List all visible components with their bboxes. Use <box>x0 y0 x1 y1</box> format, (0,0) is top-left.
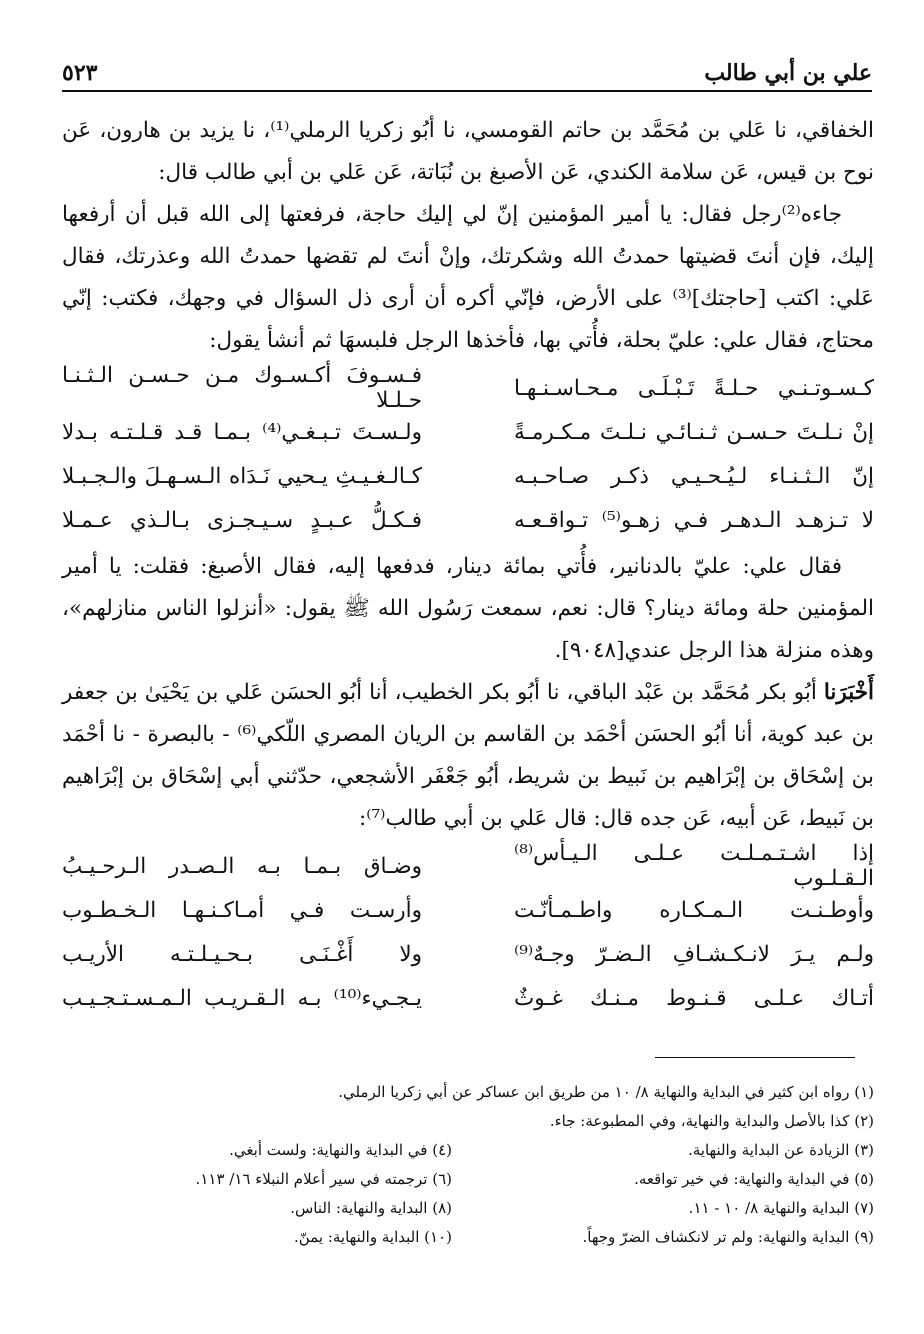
verse-second-hemistich: فـكـلُّ عـبـدٍ سـيـجـزى بـالـذي عـمـلا <box>62 507 422 533</box>
verse-line <box>62 932 874 976</box>
footnote-6: (٦) ترجمته في سير أعلام النبلاء ١٦/ ١١٣. <box>195 1170 452 1188</box>
poem-first <box>62 363 874 542</box>
poem-second <box>62 841 874 1020</box>
footnote-3: (٣) الزيادة عن البداية والنهاية. <box>687 1141 874 1159</box>
verse-second-hemistich: كـالـغـيـثِ يـحيي نَـدَاه الـسـهـلَ والـجـبـلا <box>62 463 422 489</box>
footnote-10: (١٠) البداية والنهاية: يمنّ. <box>294 1228 452 1246</box>
footnote-1: (١) رواه ابن كثير في البداية والنهاية ٨/ ١٠ من طريق ابن عساكر عن أبي زكريا الرملي. <box>338 1083 874 1101</box>
verse-first-hemistich: أتـاك عـلـى قـنـوط مـنـك غـوثٌ <box>514 985 874 1011</box>
verse-second-hemistich: ولـسـتَ تـبـغـي⁽⁴⁾ بـمـا قـد قـلـتـه بـدلا <box>62 419 422 445</box>
page-header <box>62 52 872 92</box>
footnote-separator <box>655 1057 855 1058</box>
running-title: علي بن أبي طالب <box>704 60 872 86</box>
paragraph-isnad: الخفاقي، نا عَلي بن مُحَمَّد بن حاتم القومسي، نا أبُو زكريا الرملي⁽¹⁾، نا يزيد بن هارون، عَن نوح بن قيس، عَن سلامة الكندي، عَن الأصبغ بن نُبَاتة، عَن عَلي بن أبي طالب قال: <box>62 118 874 185</box>
verse-second-hemistich: وضـاق بـمـا بـه الـصـدر الـرحـيـبُ <box>62 853 422 879</box>
verse-first-hemistich: لا تـزهـد الـدهـر فـي زهـو⁽⁵⁾ تـواقـعـه <box>514 507 874 533</box>
footnote-9: (٩) البداية والنهاية: ولم تر لانكشاف الضرّ وجهاً. <box>582 1228 874 1246</box>
verse-first-hemistich: إنّ الـثـنـاء لـيُـحـيـي ذكـر صـاحـبـه <box>514 463 874 489</box>
footnote-row <box>62 1165 874 1194</box>
akhbarana-lead: أَخْبَرَنا <box>823 680 874 705</box>
paragraph-narrative: جاءه⁽²⁾رجل فقال: يا أمير المؤمنين إنّ لي إليك حاجة، فرفعتها إلى الله قبل أن أرفعها إليك، فإن أنتَ قضيتها حمدتُ الله وشكرتك، وإنْ أنتَ لم تقضها حمدتُ الله وعذرتك، فقال عَلي: اكتب [حاجتك]⁽³⁾ على الأرض، فإنّي أكره أن أرى ذل السؤال في وجهك، فكتب: إنّي محتاج، فقال علي: عليّ بحلة، فأُتي بها، فأخذها الرجل فلبسهَا ثم أنشأ يقول: <box>62 202 874 353</box>
footnote-2: (٢) كذا بالأصل والبداية والنهاية، وفي المطبوعة: جاء. <box>549 1112 874 1130</box>
page-number: ٥٢٣ <box>62 60 98 86</box>
verse-first-hemistich: إنْ نـلـتَ حـسـن ثـنـائـي نـلـتَ مـكـرمـةً <box>514 419 874 445</box>
main-text <box>62 110 874 1024</box>
footnote-row <box>62 1223 874 1252</box>
verse-first-hemistich: وأوطـنـت الـمـكـاره واطـمـأنّـت <box>514 897 874 923</box>
verse-second-hemistich: ولا أَغْـنَـى بـحـيـلـتـه الأريـب <box>62 941 422 967</box>
verse-line <box>62 454 874 498</box>
verse-first-hemistich: إذا اشـتـمـلـت عـلـى الـيـأس⁽⁸⁾ الـقـلـوب <box>514 841 874 891</box>
footnote-5: (٥) في البداية والنهاية: في خير تواقعه. <box>634 1170 874 1188</box>
paragraph-isnad-second <box>62 672 874 840</box>
verse-line <box>62 363 874 413</box>
verse-second-hemistich: وأرسـت فـي أمـاكـنـهـا الـخـطـوب <box>62 897 422 923</box>
verse-second-hemistich: يـجـيء⁽¹⁰⁾ بـه الـقـريـب الـمـسـتـجـيـب <box>62 985 422 1011</box>
footnote-8: (٨) البداية والنهاية: الناس. <box>290 1199 452 1217</box>
footnote-row <box>62 1194 874 1223</box>
verse-first-hemistich: ولـم يـرَ لانـكـشـافِ الـضـرّ وجـهٌ⁽⁹⁾ <box>514 941 874 967</box>
verse-line <box>62 976 874 1020</box>
verse-line <box>62 498 874 542</box>
footnotes <box>62 1078 874 1252</box>
verse-line <box>62 841 874 891</box>
footnote-4: (٤) في البداية والنهاية: ولست أبغي. <box>229 1141 452 1159</box>
footnote-7: (٧) البداية والنهاية ٨/ ١٠ - ١١. <box>688 1199 874 1217</box>
verse-first-hemistich: كـسـوتـنـي حـلـةً تَـبْـلَـى مـحـاسـنـهـا <box>514 375 874 401</box>
isnad-text: أبُو بكر مُحَمَّد بن عَبْد الباقي، نا أبُو بكر الخطيب، أنا أبُو الحسَن عَلي بن يَحْيَىٰ بن جعفر بن عبد كوية، أنا أبُو الحسَن أحْمَد بن القاسم بن الريان المصري اللّكي⁽⁶⁾ - بالبصرة - نا أحْمَد بن إسْحَاق بن إبْرَاهيم بن نَبيط بن شريط، أبُو جَعْفَر الأشجعي، حدّثني أبي إسْحَاق بن إبْرَاهيم بن نَبيط، عَن أبيه، عَن جده قال: قال عَلي بن أبي طالب⁽⁷⁾: <box>62 680 874 831</box>
footnote-row <box>62 1136 874 1165</box>
paragraph-response: فقال علي: عليّ بالدنانير، فأُتي بمائة دينار، فدفعها إليه، فقال الأصبغ: فقلت: يا أمير المؤمنين حلة ومائة دينار؟ قال: نعم، سمعت رَسُول الله ﷺ يقول: «أنزلوا الناس منازلهم»، وهذه منزلة هذا الرجل عندي[٩٠٤٨]. <box>62 554 874 663</box>
verse-line <box>62 888 874 932</box>
verse-line <box>62 410 874 454</box>
verse-second-hemistich: فـسـوفَ أكـسـوك مـن حـسـن الـثـنـا حـلـلا <box>62 363 422 413</box>
